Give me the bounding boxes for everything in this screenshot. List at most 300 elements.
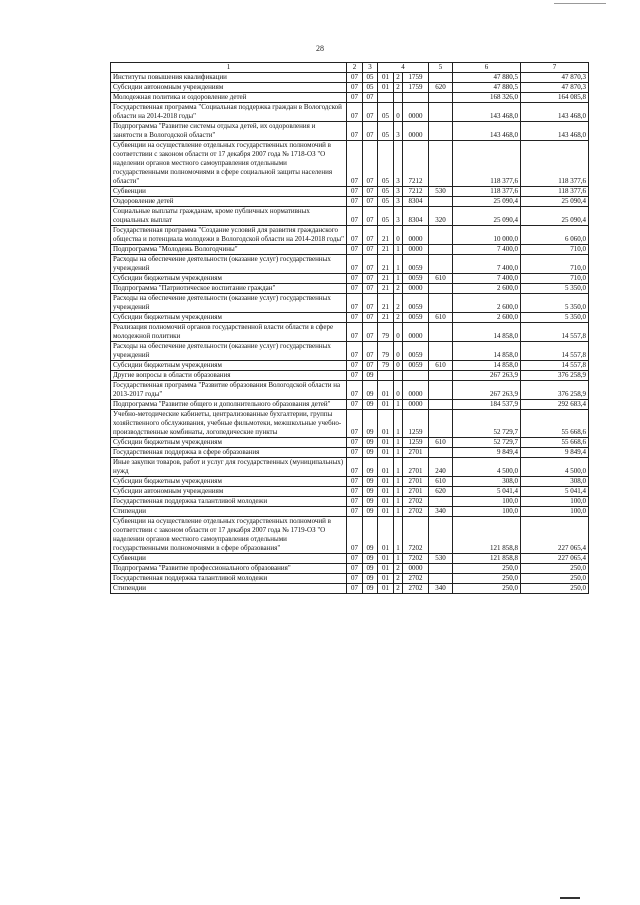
subprogram-code: 3 <box>394 207 403 226</box>
amount-year-2: 5 350,0 <box>521 294 589 313</box>
table-row <box>111 584 589 594</box>
table-row <box>111 487 589 497</box>
program-code: 01 <box>378 438 394 448</box>
item-name: Государственная программа "Развитие образования Вологодской области на 2013-2017 годы" <box>111 381 347 400</box>
amount-year-1: 25 090,4 <box>453 207 521 226</box>
section-code: 07 <box>347 507 363 517</box>
amount-year-2: 25 090,4 <box>521 207 589 226</box>
direction-code: 2701 <box>403 448 429 458</box>
expense-type-code <box>429 141 453 187</box>
table-row <box>111 187 589 197</box>
direction-code: 0000 <box>403 226 429 245</box>
subsection-code: 07 <box>363 274 378 284</box>
subsection-code: 09 <box>363 584 378 594</box>
direction-code: 0059 <box>403 313 429 323</box>
section-code: 07 <box>347 497 363 507</box>
subprogram-code: 2 <box>394 83 403 93</box>
expense-type-code: 340 <box>429 584 453 594</box>
item-name: Подпрограмма "Молодежь Вологодчины" <box>111 245 347 255</box>
item-name: Расходы на обеспечение деятельности (оказание услуг) государственных учреждений <box>111 255 347 274</box>
amount-year-2: 143 468,0 <box>521 122 589 141</box>
amount-year-1: 100,0 <box>453 507 521 517</box>
subsection-code: 07 <box>363 207 378 226</box>
table-row <box>111 458 589 477</box>
item-name: Субсидии бюджетным учреждениям <box>111 274 347 284</box>
item-name: Государственная поддержка талантливой молодежи <box>111 497 347 507</box>
section-code: 07 <box>347 294 363 313</box>
table-row <box>111 226 589 245</box>
subprogram-code: 2 <box>394 313 403 323</box>
item-name: Субсидии бюджетным учреждениям <box>111 361 347 371</box>
subsection-code: 09 <box>363 438 378 448</box>
subsection-code: 07 <box>363 284 378 294</box>
section-code: 07 <box>347 458 363 477</box>
direction-code: 0000 <box>403 564 429 574</box>
amount-year-2: 118 377,6 <box>521 187 589 197</box>
amount-year-1: 168 326,0 <box>453 93 521 103</box>
subsection-code: 07 <box>363 255 378 274</box>
section-code: 07 <box>347 73 363 83</box>
amount-year-1: 250,0 <box>453 584 521 594</box>
amount-year-2: 376 258,9 <box>521 381 589 400</box>
expense-type-code <box>429 564 453 574</box>
item-name: Субсидии бюджетным учреждениям <box>111 477 347 487</box>
subprogram-code <box>394 371 403 381</box>
amount-year-2: 100,0 <box>521 507 589 517</box>
amount-year-1: 14 858,0 <box>453 323 521 342</box>
table-row <box>111 448 589 458</box>
expense-type-code: 320 <box>429 207 453 226</box>
program-code: 01 <box>378 381 394 400</box>
amount-year-2: 292 683,4 <box>521 400 589 410</box>
direction-code: 2701 <box>403 458 429 477</box>
table-row <box>111 438 589 448</box>
direction-code: 2701 <box>403 487 429 497</box>
expense-type-code <box>429 381 453 400</box>
program-code: 21 <box>378 255 394 274</box>
amount-year-2: 376 258,9 <box>521 371 589 381</box>
page-number: 28 <box>316 44 324 53</box>
expense-type-code <box>429 294 453 313</box>
section-code: 07 <box>347 93 363 103</box>
amount-year-1: 184 537,9 <box>453 400 521 410</box>
direction-code: 7202 <box>403 517 429 554</box>
subprogram-code: 0 <box>394 323 403 342</box>
direction-code: 8304 <box>403 197 429 207</box>
amount-year-1: 250,0 <box>453 564 521 574</box>
header-row <box>111 63 589 73</box>
amount-year-1: 14 858,0 <box>453 361 521 371</box>
subprogram-code: 2 <box>394 574 403 584</box>
section-code: 07 <box>347 342 363 361</box>
amount-year-2: 710,0 <box>521 274 589 284</box>
subprogram-code: 0 <box>394 226 403 245</box>
amount-year-1: 47 880,5 <box>453 73 521 83</box>
table-row <box>111 400 589 410</box>
subsection-code: 07 <box>363 313 378 323</box>
amount-year-2: 5 041,4 <box>521 487 589 497</box>
subsection-code: 09 <box>363 487 378 497</box>
table-row <box>111 371 589 381</box>
table-row <box>111 361 589 371</box>
program-code: 79 <box>378 342 394 361</box>
amount-year-2: 47 870,3 <box>521 83 589 93</box>
expense-type-code <box>429 410 453 438</box>
program-code: 01 <box>378 574 394 584</box>
header-cell: 2 <box>347 63 363 73</box>
program-code: 01 <box>378 564 394 574</box>
subprogram-code: 2 <box>394 584 403 594</box>
item-name: Стипендии <box>111 507 347 517</box>
program-code: 01 <box>378 400 394 410</box>
amount-year-2: 118 377,6 <box>521 141 589 187</box>
item-name: Субсидии бюджетным учреждениям <box>111 313 347 323</box>
amount-year-1: 9 849,4 <box>453 448 521 458</box>
program-code: 79 <box>378 361 394 371</box>
item-name: Субсидии бюджетным учреждениям <box>111 438 347 448</box>
expense-type-code <box>429 574 453 584</box>
program-code: 21 <box>378 313 394 323</box>
expense-type-code <box>429 497 453 507</box>
section-code: 07 <box>347 83 363 93</box>
program-code: 05 <box>378 187 394 197</box>
subprogram-code: 1 <box>394 438 403 448</box>
amount-year-1: 2 600,0 <box>453 313 521 323</box>
subsection-code: 09 <box>363 507 378 517</box>
subprogram-code: 3 <box>394 197 403 207</box>
direction-code: 0059 <box>403 274 429 284</box>
item-name: Подпрограмма "Развитие общего и дополнительного образования детей" <box>111 400 347 410</box>
item-name: Государственная поддержка в сфере образования <box>111 448 347 458</box>
amount-year-1: 14 858,0 <box>453 342 521 361</box>
subprogram-code: 2 <box>394 73 403 83</box>
amount-year-2: 6 060,0 <box>521 226 589 245</box>
item-name: Оздоровление детей <box>111 197 347 207</box>
amount-year-1: 7 400,0 <box>453 245 521 255</box>
subsection-code: 07 <box>363 103 378 122</box>
section-code: 07 <box>347 564 363 574</box>
subsection-code: 09 <box>363 554 378 564</box>
program-code: 01 <box>378 448 394 458</box>
section-code: 07 <box>347 517 363 554</box>
amount-year-2: 25 090,4 <box>521 197 589 207</box>
subprogram-code: 1 <box>394 507 403 517</box>
amount-year-2: 14 557,8 <box>521 361 589 371</box>
expense-type-code: 610 <box>429 438 453 448</box>
direction-code: 0000 <box>403 284 429 294</box>
subsection-code: 07 <box>363 93 378 103</box>
item-name: Субвенции на осуществление отдельных государственных полномочий в соответствии с законом области от 17 декабря 2007 года № 1719-ОЗ "О наделении органов местного самоуправления отдельными государственными полномочиями в сфере образования" <box>111 517 347 554</box>
amount-year-2: 143 468,0 <box>521 103 589 122</box>
amount-year-2: 5 350,0 <box>521 284 589 294</box>
table-row <box>111 313 589 323</box>
expense-type-code <box>429 342 453 361</box>
subsection-code: 05 <box>363 73 378 83</box>
expense-type-code: 610 <box>429 477 453 487</box>
subprogram-code: 1 <box>394 497 403 507</box>
amount-year-1: 2 600,0 <box>453 294 521 313</box>
direction-code: 1759 <box>403 83 429 93</box>
subsection-code: 09 <box>363 410 378 438</box>
section-code: 07 <box>347 584 363 594</box>
subprogram-code <box>394 93 403 103</box>
table-row <box>111 574 589 584</box>
subsection-code: 09 <box>363 381 378 400</box>
subprogram-code: 1 <box>394 274 403 284</box>
direction-code: 0000 <box>403 245 429 255</box>
program-code: 21 <box>378 245 394 255</box>
section-code: 07 <box>347 574 363 584</box>
amount-year-2: 9 849,4 <box>521 448 589 458</box>
item-name: Государственная программа "Создание условий для развития гражданского общества и потенциала молодежи в Вологодской области на 2014-2018 годы" <box>111 226 347 245</box>
section-code: 07 <box>347 381 363 400</box>
expense-type-code <box>429 284 453 294</box>
section-code: 07 <box>347 274 363 284</box>
program-code: 01 <box>378 458 394 477</box>
program-code: 05 <box>378 103 394 122</box>
table-row <box>111 477 589 487</box>
table-row <box>111 255 589 274</box>
amount-year-2: 227 065,4 <box>521 517 589 554</box>
program-code: 01 <box>378 73 394 83</box>
direction-code: 2702 <box>403 497 429 507</box>
subprogram-code: 3 <box>394 187 403 197</box>
amount-year-1: 10 000,0 <box>453 226 521 245</box>
subprogram-code: 1 <box>394 245 403 255</box>
program-code: 01 <box>378 497 394 507</box>
program-code <box>378 371 394 381</box>
direction-code: 7212 <box>403 141 429 187</box>
expense-type-code <box>429 122 453 141</box>
direction-code <box>403 371 429 381</box>
program-code: 21 <box>378 284 394 294</box>
section-code: 07 <box>347 323 363 342</box>
amount-year-1: 52 729,7 <box>453 438 521 448</box>
subprogram-code: 1 <box>394 477 403 487</box>
amount-year-1: 308,0 <box>453 477 521 487</box>
direction-code: 2702 <box>403 507 429 517</box>
amount-year-2: 4 500,0 <box>521 458 589 477</box>
section-code: 07 <box>347 255 363 274</box>
amount-year-1: 118 377,6 <box>453 141 521 187</box>
program-code: 05 <box>378 141 394 187</box>
program-code: 05 <box>378 197 394 207</box>
item-name: Государственная поддержка талантливой молодежи <box>111 574 347 584</box>
item-name: Расходы на обеспечение деятельности (оказание услуг) государственных учреждений <box>111 342 347 361</box>
amount-year-2: 47 870,3 <box>521 73 589 83</box>
amount-year-2: 14 557,8 <box>521 323 589 342</box>
item-name: Субсидии автономным учреждениям <box>111 487 347 497</box>
expense-type-code: 610 <box>429 274 453 284</box>
amount-year-1: 250,0 <box>453 574 521 584</box>
item-name: Институты повышения квалификации <box>111 73 347 83</box>
table-row <box>111 93 589 103</box>
subsection-code: 09 <box>363 564 378 574</box>
expense-type-code: 530 <box>429 554 453 564</box>
table-row <box>111 410 589 438</box>
expense-type-code <box>429 400 453 410</box>
section-code: 07 <box>347 226 363 245</box>
expense-type-code <box>429 197 453 207</box>
program-code: 21 <box>378 226 394 245</box>
program-code: 05 <box>378 122 394 141</box>
direction-code: 0059 <box>403 294 429 313</box>
subprogram-code: 1 <box>394 400 403 410</box>
expense-type-code <box>429 103 453 122</box>
subprogram-code: 1 <box>394 448 403 458</box>
subsection-code: 09 <box>363 400 378 410</box>
amount-year-1: 52 729,7 <box>453 410 521 438</box>
subprogram-code: 0 <box>394 103 403 122</box>
amount-year-2: 710,0 <box>521 255 589 274</box>
expense-type-code: 610 <box>429 313 453 323</box>
item-name: Стипендии <box>111 584 347 594</box>
table-row <box>111 73 589 83</box>
item-name: Расходы на обеспечение деятельности (оказание услуг) государственных учреждений <box>111 294 347 313</box>
direction-code: 0059 <box>403 255 429 274</box>
header-cell: 7 <box>521 63 589 73</box>
subsection-code: 09 <box>363 371 378 381</box>
program-code: 21 <box>378 274 394 284</box>
item-name: Подпрограмма "Развитие профессионального образования" <box>111 564 347 574</box>
expense-type-code <box>429 73 453 83</box>
table-row <box>111 207 589 226</box>
direction-code: 1259 <box>403 438 429 448</box>
subsection-code: 05 <box>363 83 378 93</box>
subprogram-code: 1 <box>394 410 403 438</box>
amount-year-1: 7 400,0 <box>453 255 521 274</box>
section-code: 07 <box>347 197 363 207</box>
budget-table <box>110 62 589 594</box>
subprogram-code: 2 <box>394 284 403 294</box>
subprogram-code: 3 <box>394 141 403 187</box>
subsection-code: 07 <box>363 187 378 197</box>
expense-type-code: 240 <box>429 458 453 477</box>
direction-code: 0059 <box>403 361 429 371</box>
subprogram-code: 1 <box>394 458 403 477</box>
section-code: 07 <box>347 448 363 458</box>
table-row <box>111 554 589 564</box>
subsection-code: 07 <box>363 141 378 187</box>
program-code: 79 <box>378 323 394 342</box>
amount-year-2: 227 065,4 <box>521 554 589 564</box>
table-body <box>111 63 589 594</box>
amount-year-2: 308,0 <box>521 477 589 487</box>
direction-code: 1259 <box>403 410 429 438</box>
section-code: 07 <box>347 187 363 197</box>
section-code: 07 <box>347 245 363 255</box>
subsection-code: 09 <box>363 574 378 584</box>
direction-code: 2702 <box>403 574 429 584</box>
section-code: 07 <box>347 141 363 187</box>
program-code: 21 <box>378 294 394 313</box>
table-row <box>111 342 589 361</box>
subsection-code: 07 <box>363 122 378 141</box>
program-code: 01 <box>378 477 394 487</box>
header-cell: 6 <box>453 63 521 73</box>
amount-year-1: 2 600,0 <box>453 284 521 294</box>
item-name: Государственная программа "Социальная поддержка граждан в Вологодской области на 2014-2018 годы" <box>111 103 347 122</box>
amount-year-1: 47 880,5 <box>453 83 521 93</box>
amount-year-2: 55 668,6 <box>521 410 589 438</box>
table-row <box>111 245 589 255</box>
item-name: Подпрограмма "Патриотическое воспитание граждан" <box>111 284 347 294</box>
subprogram-code: 0 <box>394 361 403 371</box>
expense-type-code: 620 <box>429 83 453 93</box>
subprogram-code: 1 <box>394 517 403 554</box>
subsection-code: 07 <box>363 361 378 371</box>
section-code: 07 <box>347 103 363 122</box>
expense-type-code <box>429 517 453 554</box>
subsection-code: 09 <box>363 448 378 458</box>
expense-type-code: 610 <box>429 361 453 371</box>
expense-type-code <box>429 448 453 458</box>
direction-code: 7212 <box>403 187 429 197</box>
amount-year-1: 267 263,9 <box>453 381 521 400</box>
table-row <box>111 103 589 122</box>
direction-code: 0000 <box>403 381 429 400</box>
program-code: 01 <box>378 410 394 438</box>
scan-edge-mark <box>560 897 580 899</box>
direction-code <box>403 93 429 103</box>
section-code: 07 <box>347 477 363 487</box>
expense-type-code: 620 <box>429 487 453 497</box>
subsection-code: 07 <box>363 197 378 207</box>
subsection-code: 07 <box>363 245 378 255</box>
subsection-code: 09 <box>363 517 378 554</box>
amount-year-1: 121 858,8 <box>453 554 521 564</box>
item-name: Субвенции на осуществление отдельных государственных полномочий в соответствии с законом области от 17 декабря 2007 года № 1718-ОЗ "О наделении органов местного самоуправления отдельными государственными полномочиями в сфере социальной защиты населения области" <box>111 141 347 187</box>
amount-year-1: 4 500,0 <box>453 458 521 477</box>
item-name: Субсидии автономным учреждениям <box>111 83 347 93</box>
direction-code: 1759 <box>403 73 429 83</box>
subprogram-code: 2 <box>394 564 403 574</box>
direction-code: 2702 <box>403 584 429 594</box>
table-row <box>111 197 589 207</box>
program-code <box>378 93 394 103</box>
subsection-code: 07 <box>363 226 378 245</box>
subprogram-code: 1 <box>394 487 403 497</box>
table-row <box>111 122 589 141</box>
header-cell: 4 <box>378 63 429 73</box>
table-row <box>111 294 589 313</box>
subsection-code: 07 <box>363 342 378 361</box>
program-code: 01 <box>378 554 394 564</box>
direction-code: 8304 <box>403 207 429 226</box>
program-code: 05 <box>378 207 394 226</box>
amount-year-1: 100,0 <box>453 497 521 507</box>
header-cell: 5 <box>429 63 453 73</box>
subsection-code: 09 <box>363 497 378 507</box>
subprogram-code: 0 <box>394 381 403 400</box>
program-code: 01 <box>378 584 394 594</box>
program-code: 01 <box>378 517 394 554</box>
section-code: 07 <box>347 284 363 294</box>
expense-type-code <box>429 226 453 245</box>
amount-year-1: 267 263,9 <box>453 371 521 381</box>
table-row <box>111 517 589 554</box>
table-row <box>111 83 589 93</box>
program-code: 01 <box>378 83 394 93</box>
table-row <box>111 323 589 342</box>
item-name: Подпрограмма "Развитие системы отдыха детей, их оздоровления и занятости в Вологодской области" <box>111 122 347 141</box>
direction-code: 0000 <box>403 400 429 410</box>
table-row <box>111 141 589 187</box>
header-cell: 1 <box>111 63 347 73</box>
direction-code: 0000 <box>403 103 429 122</box>
expense-type-code <box>429 93 453 103</box>
direction-code: 2701 <box>403 477 429 487</box>
